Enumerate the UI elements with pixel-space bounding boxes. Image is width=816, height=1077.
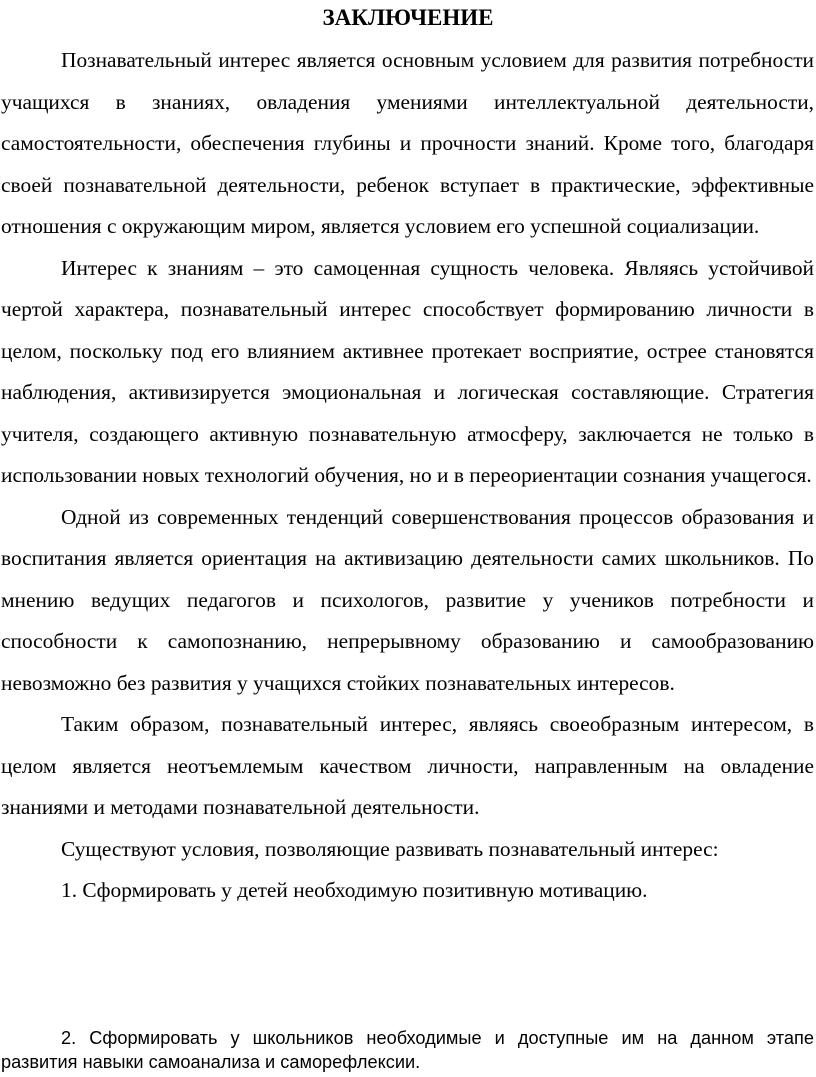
paragraph-3: Одной из современных тенденций совершенствования процессов образования и воспитания является ориентация на активизацию деятельности самих школьников. По мнению ведущих педагогов и психологов, развитие у учеников потребности и способности к самопознанию, непрерывному образованию и самообразованию невозможно без развития у учащихся стойких познавательных интересов. — [1, 504, 814, 695]
paragraph-4: Таким образом, познавательный интерес, являясь своеобразным интересом, в целом является неотъемлемым качеством личности, направленным на овладение знаниями и методами познавательной деятельности. — [1, 712, 814, 819]
list-item-1: 1. Сформировать у детей необходимую позитивную мотивацию. — [61, 878, 648, 902]
paragraph-5: Существуют условия, позволяющие развивать познавательный интерес: — [61, 836, 719, 861]
list-item-2: 2. Сформировать у школьников необходимые и доступные им на данном этапе развития навыки самоанализа и саморефлексии. — [1, 1028, 814, 1072]
document-body — [1, 40, 814, 912]
document-title: ЗАКЛЮЧЕНИЕ — [322, 5, 494, 30]
paragraph-2: Интерес к знаниям – это самоценная сущность человека. Являясь устойчивой чертой характера, познавательный интерес способствует формированию личности в целом, поскольку под его влиянием активнее протекает восприятие, острее становятся наблюдения, активизируется эмоциональная и логическая составляющие. Стратегия учителя, создающего активную познавательную атмосферу, заключается не только в использовании новых технологий обучения, но и в переориентации сознания учащегося. — [1, 255, 814, 487]
paragraph-1: Познавательный интерес является основным условием для развития потребности учащихся в знаниях, овладения умениями интеллектуальной деятельности, самостоятельности, обеспечения глубины и прочности знаний. Кроме того, благодаря своей познавательной деятельности, ребенок вступает в практические, эффективные отношения с окружающим миром, является условием его успешной социализации. — [1, 48, 814, 238]
